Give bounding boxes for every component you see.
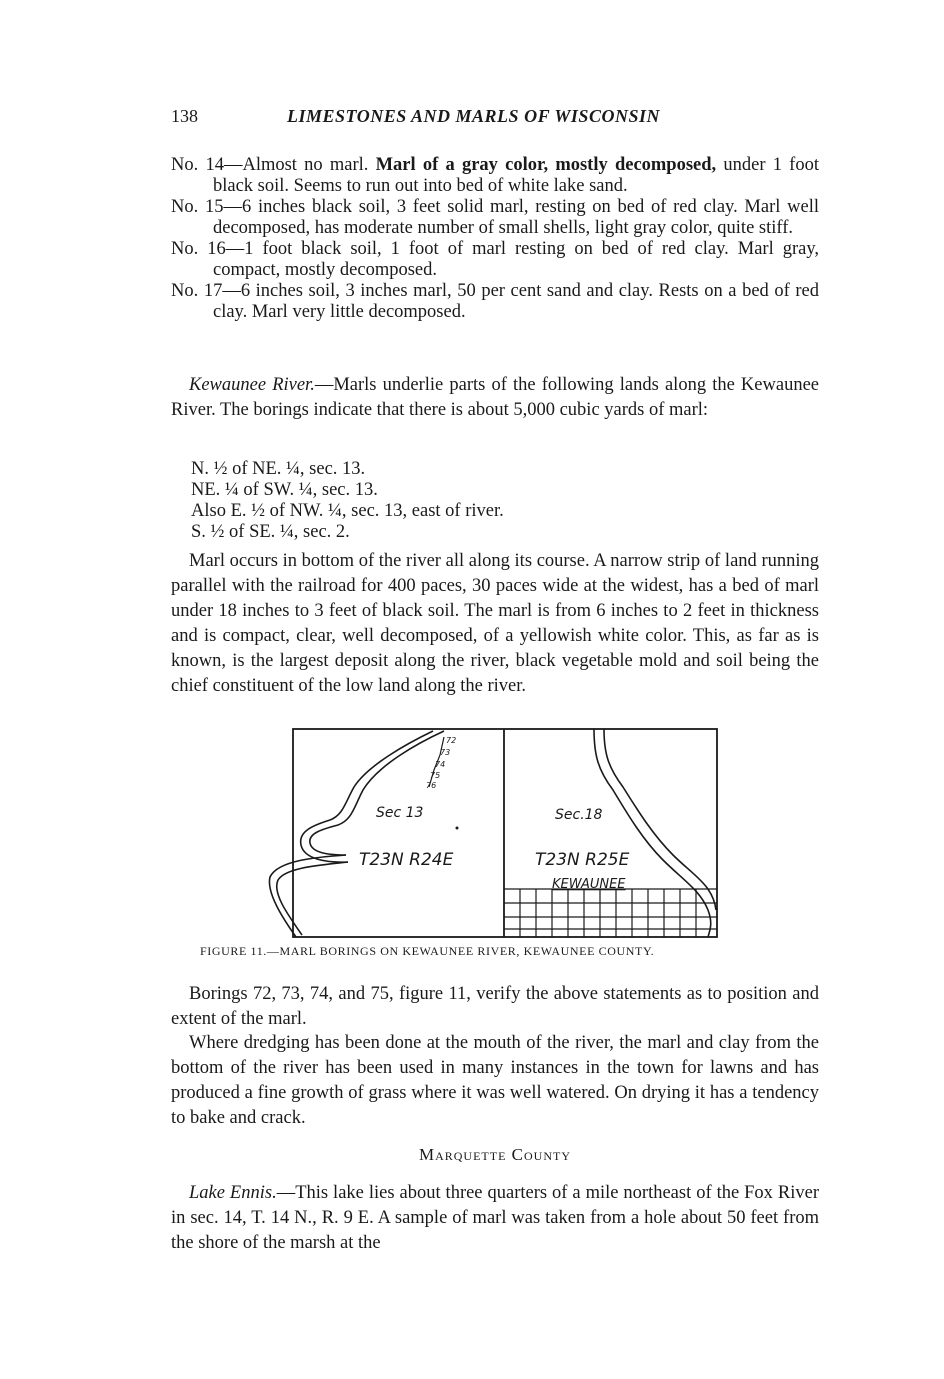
town-label: KEWAUNEE — [552, 877, 626, 892]
section-13-label: Sec 13 — [376, 805, 424, 821]
figure-map — [268, 725, 720, 943]
section-18-label: Sec.18 — [555, 807, 603, 823]
page-number: 138 — [171, 106, 198, 126]
section-heading: Marquette County — [418, 1145, 572, 1164]
page-header — [171, 106, 819, 132]
river-bank-left-b — [301, 731, 433, 862]
river-bank-left-a — [310, 731, 444, 855]
borings-list — [171, 155, 819, 323]
land-item: N. ½ of NE. ¼, sec. 13. — [191, 459, 366, 479]
land-item: Also E. ½ of NW. ¼, sec. 13, east of river. — [191, 501, 504, 521]
boring-label: 72 — [446, 736, 457, 745]
boring-label: 74 — [435, 760, 446, 769]
figure-caption: FIGURE 11.—MARL BORINGS ON KEWAUNEE RIVER, KEWAUNEE COUNTY. — [200, 944, 655, 958]
marl-paragraph: Marl occurs in bottom of the river all along its course. A narrow strip of land running parallel with the railroad for 400 paces, 30 paces wide at the widest, has a bed of marl under 18 inches to 3 feet of black soil. The marl is from 6 inches to 2 feet in thickness and is compact, clear, well decomposed, of a yellowish white color. This, as far as is known, is the largest deposit along the river, black vegetable mold and soil being the chief constituent of the low land along the river. — [171, 551, 819, 696]
boring-entry: No. 16—1 foot black soil, 1 foot of marl resting on bed of red clay. Marl gray, compact, mostly decomposed. — [171, 239, 819, 280]
boring-point — [456, 827, 459, 830]
boring-label: 76 — [426, 781, 437, 790]
lake-ennis-paragraph: Lake Ennis.—This lake lies about three quarters of a mile northeast of the Fox River in sec. 14, T. 14 N., R. 9 E. A sample of marl was taken from a hole about 50 feet from the shore of the marsh at the — [171, 1183, 819, 1253]
township-right-label: T23N R25E — [535, 850, 630, 870]
boring-entry: No. 14—Almost no marl. Marl of a gray color, mostly decomposed, under 1 foot black soil. Seems to run out into bed of white lake sand. — [171, 155, 819, 196]
running-title: LIMESTONES AND MARLS OF WISCONSIN — [287, 106, 660, 126]
land-item: NE. ¼ of SW. ¼, sec. 13. — [191, 480, 378, 500]
borings-paragraph: Borings 72, 73, 74, and 75, figure 11, verify the above statements as to position and extent of the marl. — [171, 984, 819, 1029]
boring-label: 75 — [430, 771, 441, 780]
town-grid — [504, 889, 717, 937]
township-left-label: T23N R24E — [359, 850, 454, 870]
dredging-paragraph: Where dredging has been done at the mouth of the river, the marl and clay from the bottom of the river has been used in many instances in the town for lawns and has produced a fine growth of grass where it was well watered. On drying it has a tendency to bake and crack. — [171, 1033, 819, 1128]
boring-entry: No. 17—6 inches soil, 3 inches marl, 50 per cent sand and clay. Rests on a bed of red clay. Marl very little decomposed. — [171, 281, 819, 322]
kewaunee-paragraph: Kewaunee River.—Marls underlie parts of the following lands along the Kewaunee River. The borings indicate that there is about 5,000 cubic yards of marl: — [171, 375, 819, 420]
land-item: S. ½ of SE. ¼, sec. 2. — [191, 522, 350, 542]
land-list — [191, 459, 504, 543]
boring-entry: No. 15—6 inches black soil, 3 feet solid marl, resting on bed of red clay. Marl well decomposed, has moderate number of small shells, light gray color, quite stiff. — [171, 197, 819, 238]
boring-label: 73 — [440, 748, 451, 757]
river-bank-right-a — [594, 729, 711, 937]
